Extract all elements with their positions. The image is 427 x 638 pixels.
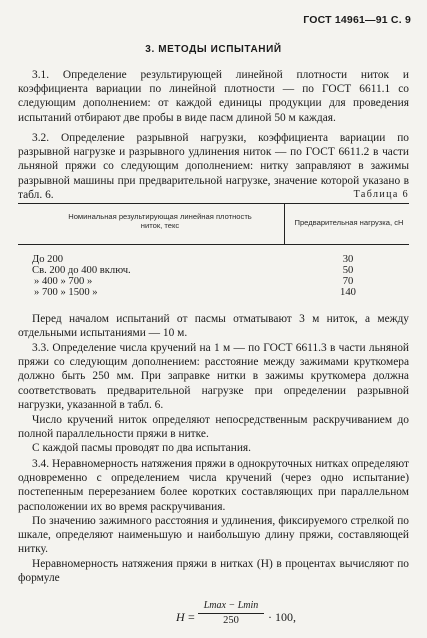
table-row-load: 50 bbox=[342, 265, 354, 276]
paragraph-each-skein: С каждой пасмы проводят по два испытания. bbox=[32, 442, 252, 454]
page-header: ГОСТ 14961—91 С. 9 bbox=[303, 14, 411, 26]
table-row-load: 70 bbox=[342, 276, 354, 287]
table-header-density: Номинальная результирующая линейная плотность ниток, текс bbox=[68, 212, 252, 231]
table-row-density: » 700 » 1500 » bbox=[34, 287, 98, 298]
table-caption: Таблица 6 bbox=[353, 189, 409, 200]
table-header-rule bbox=[18, 244, 409, 245]
formula-fraction-bar bbox=[198, 613, 264, 614]
table-column-divider bbox=[284, 203, 285, 244]
table-row-load: 140 bbox=[340, 287, 356, 298]
paragraph-before-test: Перед началом испытаний от пасмы отматывают 3 м ниток, а между отдельными испытаниями — 10 м. bbox=[18, 313, 409, 340]
table-row-load: 30 bbox=[342, 254, 354, 265]
paragraph-3-4: 3.4. Неравномерность натяжения пряжи в однокруточных нитках определяют одновременно с определением числа кручений (через одно испытание) постепенным перерезанием более коротких составляющих при параллельном расположении их во время раскручивания. bbox=[18, 458, 409, 513]
table-top-rule bbox=[18, 203, 409, 204]
paragraph-3-3: 3.3. Определение числа кручений на 1 м — по ГОСТ 6611.3 в части льняной пряжи со следующим дополнением: расстояние между зажимами круткомера должно быть 250 мм. При заправке нитки в зажимы круткомера должна соответствовать предварительной нагрузке при определении разрывной нагрузки, указанной в табл. 6. bbox=[18, 342, 409, 411]
paragraph-twist: Число кручений ниток определяют непосредственным раскручиванием до полной параллельности пряжи в нитке. bbox=[18, 414, 409, 441]
formula-tail: · 100, bbox=[268, 610, 296, 624]
formula-denominator: 250 bbox=[223, 615, 239, 626]
table-row-density: Св. 200 до 400 включ. bbox=[32, 265, 131, 276]
paragraph-3-1: 3.1. Определение результирующей линейной плотности ниток и коэффициента вариации по линейной плотности — по ГОСТ 6611.1 со следующим дополнением: от каждой единицы продукции для проведения испытаний отбирают две пробы в виде пасм длиной 50 м каждая. bbox=[18, 69, 409, 124]
table-header-load: Предварительная нагрузка, сН bbox=[294, 218, 404, 227]
formula-equals: = bbox=[188, 610, 195, 624]
formula-lhs: H bbox=[176, 610, 185, 624]
paragraph-clamp-distance: По значению зажимного расстояния и удлинения, фиксируемого стрелкой по шкале, определяют наименьшую и наибольшую длину пряжи, составляющей нитку. bbox=[18, 515, 409, 556]
table-row-density: До 200 bbox=[32, 254, 64, 265]
paragraph-3-2: 3.2. Определение разрывной нагрузки, коэффициента вариации по разрывной нагрузке и разрывного удлинения ниток — по ГОСТ 6611.2 в части льняной пряжи со следующим дополнением: нитку заправляют в зажимы разрывной машины при предварительной нагрузке, значение которой указано в табл. 6. bbox=[18, 132, 409, 201]
paragraph-formula-intro: Неравномерность натяжения пряжи в нитках (H) в процентах вычисляют по формуле bbox=[18, 558, 409, 585]
section-title: 3. МЕТОДЫ ИСПЫТАНИЙ bbox=[145, 44, 282, 55]
formula-fraction bbox=[198, 600, 264, 630]
formula-numerator: Lmax − Lmin bbox=[203, 600, 259, 611]
table-row-density: » 400 » 700 » bbox=[34, 276, 93, 287]
